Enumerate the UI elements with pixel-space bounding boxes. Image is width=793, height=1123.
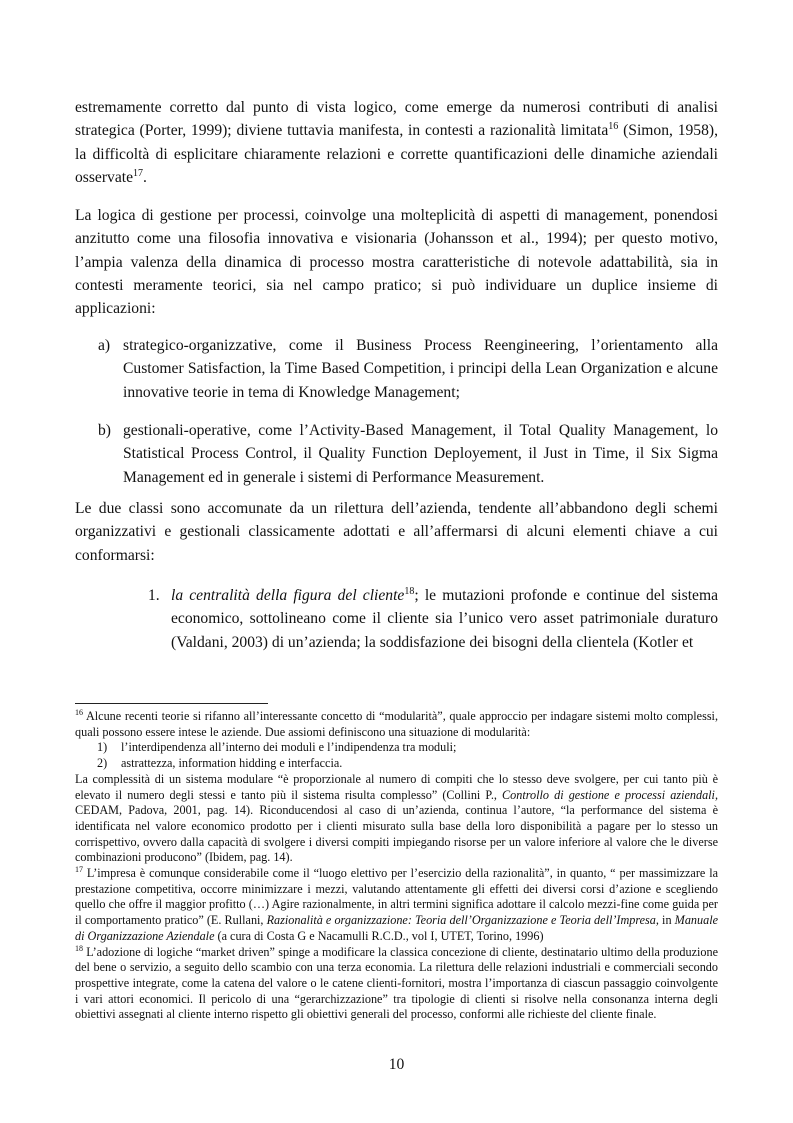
paragraph-2-text: La logica di gestione per processi, coinvolge una molteplicità di aspetti di management, ponendosi anzitutto come una filosofia innovativa e visionaria (Johansson et al., 1994); per questo motivo, l’ampia valenza della dinamica di processo mostra caratteristiche di notevole adattabilità, sia in contesti meramente teorici, sia nel campo pratico; si può individuare un duplice insieme di applicazioni: xyxy=(75,207,718,318)
footnote-16-cont-italic: Controllo di gestione e processi aziendali, xyxy=(502,787,718,802)
list-item-a xyxy=(98,334,718,404)
footnote-16-item-1 xyxy=(75,740,718,756)
paragraph-3 xyxy=(75,497,718,567)
footnote-17-text: L’impresa è comunque considerabile come il “luogo elettivo per l’esercizio della razionalità”, in quanto, “ per massimizzare la prestazione competitiva, occorre minimizzare i mezzi, valutando attentamente gli effetti dei diversi corsi d’azione e scegliendo quello che offre il maggior profitto (…) Agire razionalmente, in altri termini significa adottare il calcolo mezzi-fine come guida per il comportamento pratico” (E. Rullani, xyxy=(75,866,718,928)
footnote-16-item-1-marker: 1) xyxy=(97,740,108,755)
footnote-17-end: (a cura di Costa G e Nacamulli R.C.D., vol I, UTET, Torino, 1996) xyxy=(214,928,544,943)
page-number: 10 xyxy=(388,1056,405,1073)
footnote-16-item-2-text: astrattezza, information hidding e interfaccia. xyxy=(121,756,343,771)
footnote-17-italic-2: Manuale di Organizzazione Aziendale xyxy=(75,913,718,943)
footnote-ref-17[interactable]: 17 xyxy=(133,167,144,179)
numbered-item-1-body xyxy=(171,584,718,654)
footnote-16-cont-b: CEDAM, Padova, 2001, pag. 14). Riconducendosi al caso di un’azienda, continua l’autore, “la performance del sistema è identificata nel valore economico prodotto per i clienti misurato sulla base della loro disponibilità a pagare per lo stesso un corrispettivo, ovvero dalla capacità di svolgere i diversi compiti impiegando risorse per un valore inferiore al valore che le diverse combinazioni producono” (Ibidem, pag. 14). xyxy=(75,803,718,865)
paragraph-1-text-a: estremamente corretto dal punto di vista logico, come emerge da numerosi contributi di analisi strategica (Porter, 1999); diviene tuttavia manifesta, in contesti a razionalità limitata xyxy=(75,99,718,140)
footnote-ref-18[interactable]: 18 xyxy=(404,585,415,597)
list-item-b xyxy=(98,419,718,489)
footnotes-section xyxy=(75,709,718,1023)
footnote-16-item-2 xyxy=(75,756,718,772)
paragraph-1-text-b: (Simon, 1958), la difficoltà di esplicitare chiaramente relazioni e corrette quantificazioni delle dinamiche aziendali osservate xyxy=(75,122,718,186)
footnote-17-mid: in xyxy=(658,913,675,928)
numbered-item-1-text: ; le mutazioni profonde e continue del sistema economico, sottolineano come il cliente sia l’unico vero asset patrimoniale duraturo (Valdani, 2003) di un’azienda; la soddisfazione dei bisogni della clientela (Kotler et xyxy=(171,587,718,651)
footnote-16-item-2-marker: 2) xyxy=(97,756,108,771)
paragraph-2 xyxy=(75,204,718,320)
footnote-separator xyxy=(75,703,268,704)
paragraph-3-text: Le due classi sono accomunate da un rilettura dell’azienda, tendente all’abbandono degli schemi organizzativi e gestionali classicamente adottati e all’affermarsi di alcuni elementi chiave a cui conformarsi: xyxy=(75,500,718,564)
footnote-16-continuation xyxy=(75,772,718,866)
numbered-item-1 xyxy=(148,584,718,654)
footnote-16-number: 16 xyxy=(75,707,83,717)
list-marker-a: a) xyxy=(98,337,111,354)
paragraph-1 xyxy=(75,96,718,189)
footnote-16-item-1-text: l’interdipendenza all’interno dei moduli e l’indipendenza tra moduli; xyxy=(121,740,457,755)
footnote-17-number: 17 xyxy=(75,864,83,874)
footnote-18-number: 18 xyxy=(75,943,83,953)
list-item-a-text: strategico-organizzative, come il Business Process Reengineering, l’orientamento alla Customer Satisfaction, la Time Based Competition, i principi della Lean Organization e alcune innovative teorie in tema di Knowledge Management; xyxy=(123,337,718,401)
list-item-b-text: gestionali-operative, come l’Activity-Based Management, il Total Quality Management, lo Statistical Process Control, il Quality Function Deployement, il Just in Time, il Six Sigma Management ed in generale i sistemi di Performance Measurement. xyxy=(123,422,718,486)
list-marker-b: b) xyxy=(98,422,111,439)
footnote-ref-16[interactable]: 16 xyxy=(608,121,619,133)
footnote-18-text: L’adozione di logiche “market driven” spinge a modificare la classica concezione di cliente, destinatario ultimo della produzione del bene o servizio, a seguito dello scambio con una terza economia. La rilettura delle relazioni industriali e commerciali secondo prospettive integrate, come la catena del valore o le catene clienti-fornitori, mostra l’importanza di ciascun passaggio coinvolgente i vari attori economici. Il pericolo di una “gerarchizzazione” tra tipologie di clienti si risolve nella consonanza interna degli obiettivi assegnati al cliente interno rispetto gli obiettivi generali del processo, conformi alle richieste del cliente finale. xyxy=(75,944,718,1022)
footnote-16-text: Alcune recenti teorie si rifanno all’interessante concetto di “modularità”, quale approccio per indagare sistemi molto complessi, quali possono essere intese le aziende. Due assiomi definiscono una situazione di modularità: xyxy=(75,709,718,739)
footnote-16 xyxy=(75,709,718,740)
numbered-item-1-italic: la centralità della figura del cliente xyxy=(171,587,405,604)
numbered-marker-1: 1. xyxy=(148,587,160,604)
paragraph-1-text-c: . xyxy=(143,168,147,186)
footnote-17 xyxy=(75,866,718,945)
footnote-16-cont-a: La complessità di un sistema modulare “è proporzionale al numero di compiti che lo stesso deve svolgere, per cui tanto più è elevato il numero degli stessi e tanto più il sistema risulta complesso” (Collini P., xyxy=(75,771,718,802)
footnote-17-italic-1: Razionalità e organizzazione: Teoria dell’Organizzazione e Teoria dell’Impresa, xyxy=(266,913,659,928)
footnote-18 xyxy=(75,945,718,1024)
